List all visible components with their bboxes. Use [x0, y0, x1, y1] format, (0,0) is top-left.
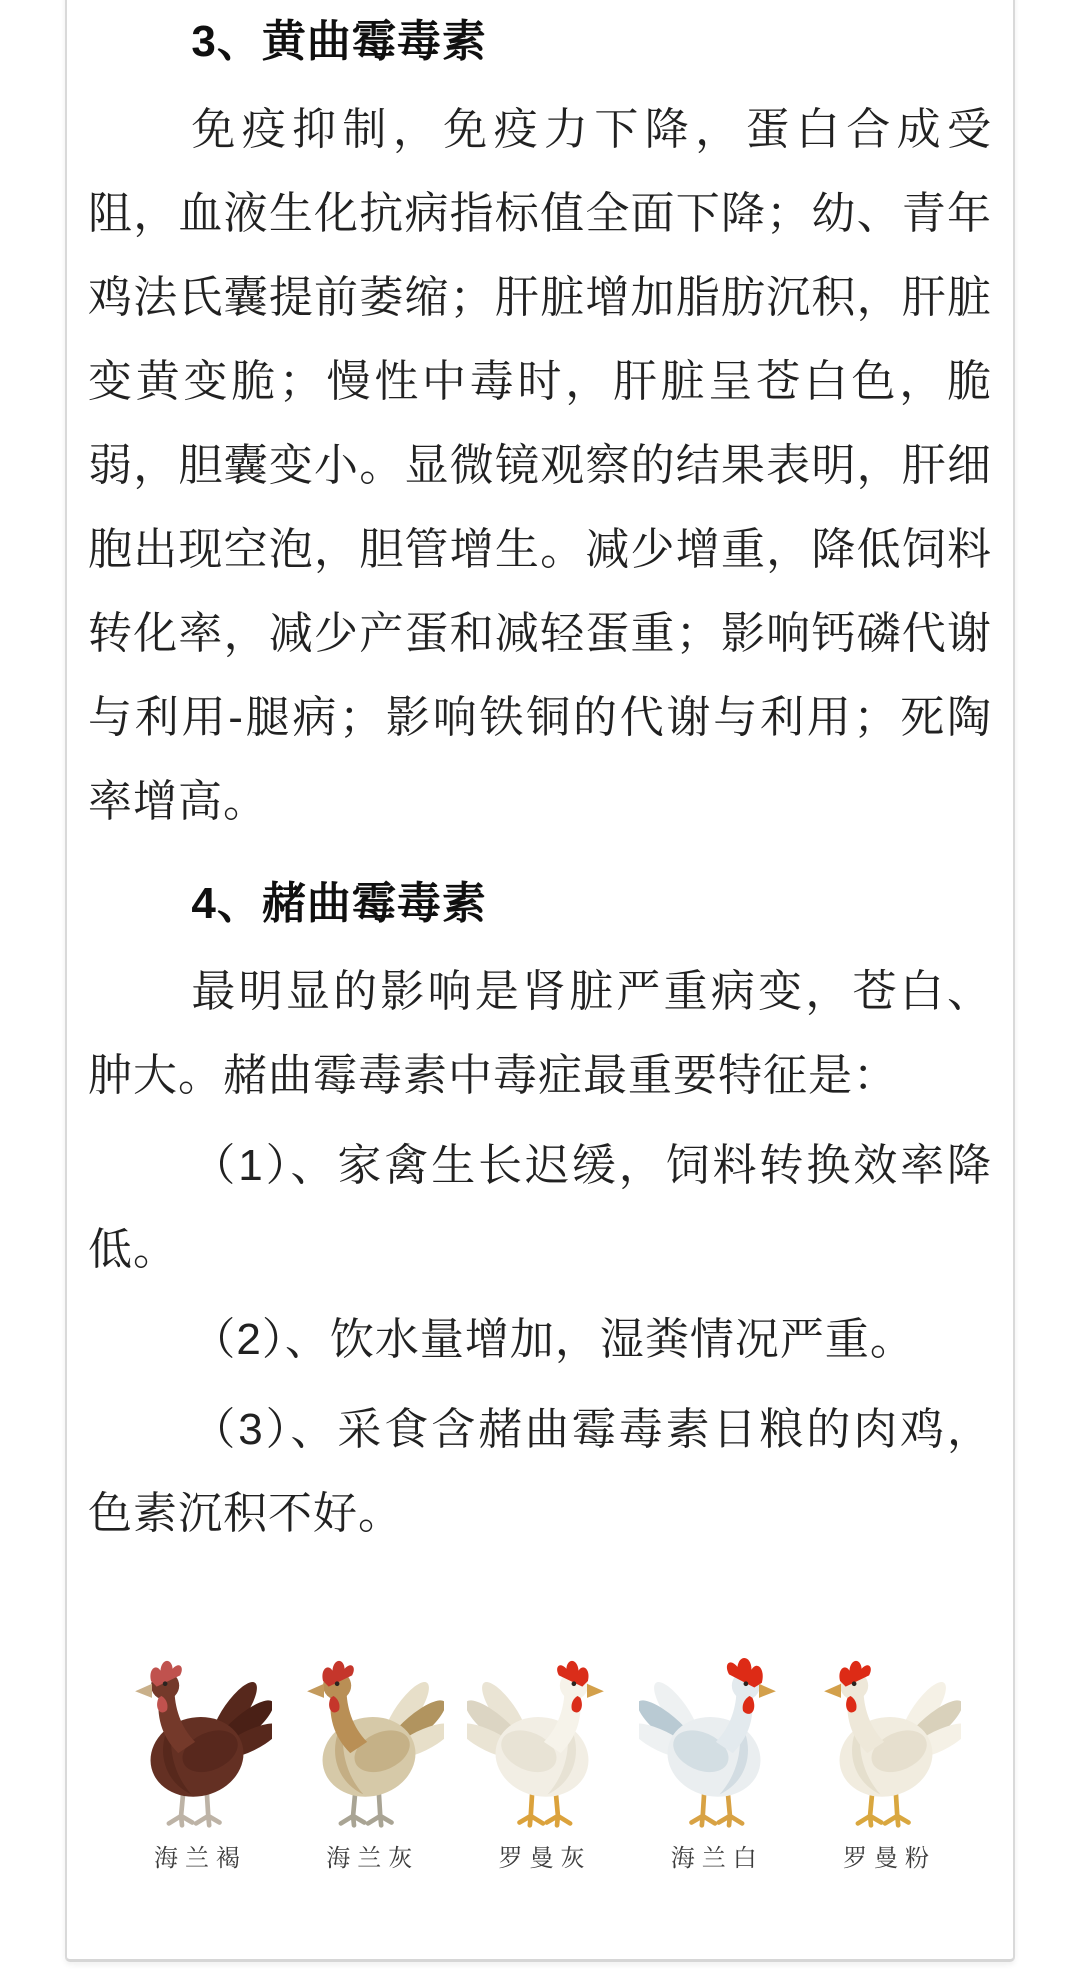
hen-photo-icon — [467, 1646, 617, 1834]
hen-photo-icon — [639, 1646, 789, 1834]
breed-column-lohmann-pink — [810, 1646, 962, 1876]
breed-label: 海兰灰 — [326, 1845, 420, 1872]
eye — [163, 1681, 168, 1686]
section-4-item-2: （2）、饮水量增加，湿粪情况严重。 — [191, 1315, 915, 1364]
breed-label: 海兰白 — [670, 1845, 764, 1872]
breed-column-lohmann-grey — [466, 1646, 618, 1876]
hen-photo-icon — [122, 1646, 272, 1834]
eye — [852, 1681, 857, 1686]
breed-column-hailan-brown — [121, 1646, 273, 1876]
beak — [135, 1684, 152, 1698]
section-3-heading: 3、黄曲霉毒素 — [191, 17, 487, 66]
breed-label: 海兰褐 — [154, 1845, 247, 1872]
section-4-item-1: （1）、家禽生长迟缓，饲料转换效率降低。 — [88, 1141, 992, 1274]
section-4-intro: 最明显的影响是肾脏严重病变，苍白、肿大。赭曲霉毒素中毒症最重要特征是： — [88, 967, 992, 1100]
beak — [587, 1684, 604, 1698]
article-card — [65, 0, 1015, 1962]
breed-label: 罗曼粉 — [843, 1845, 936, 1872]
breed-column-hailan-grey — [293, 1646, 445, 1876]
section-4-heading: 4、赭曲霉毒素 — [191, 879, 487, 928]
hen-photo-icon — [811, 1646, 961, 1834]
section-4-item-3: （3）、采食含赭曲霉毒素日粮的肉鸡，色素沉积不好。 — [88, 1405, 992, 1538]
hen-breeds-figure — [88, 1646, 992, 1876]
beak — [759, 1684, 776, 1698]
beak — [307, 1684, 324, 1698]
breed-label: 罗曼灰 — [498, 1845, 592, 1872]
hen-photo-icon — [294, 1646, 444, 1834]
breed-column-hailan-white — [638, 1646, 790, 1876]
eye — [335, 1681, 340, 1686]
section-3-paragraph: 免疫抑制，免疫力下降，蛋白合成受阻，血液生化抗病指标值全面下降；幼、青年鸡法氏囊提前萎缩；肝脏增加脂肪沉积，肝脏变黄变脆；慢性中毒时，肝脏呈苍白色，脆弱，胆囊变小。显微镜观察的结果表明，肝细胞出现空泡，胆管增生。减少增重，降低饲料转化率，减少产蛋和减轻蛋重；影响钙磷代谢与利用-腿病；影响铁铜的代谢与利用；死陶率增高。 — [88, 105, 992, 826]
beak — [824, 1684, 841, 1698]
